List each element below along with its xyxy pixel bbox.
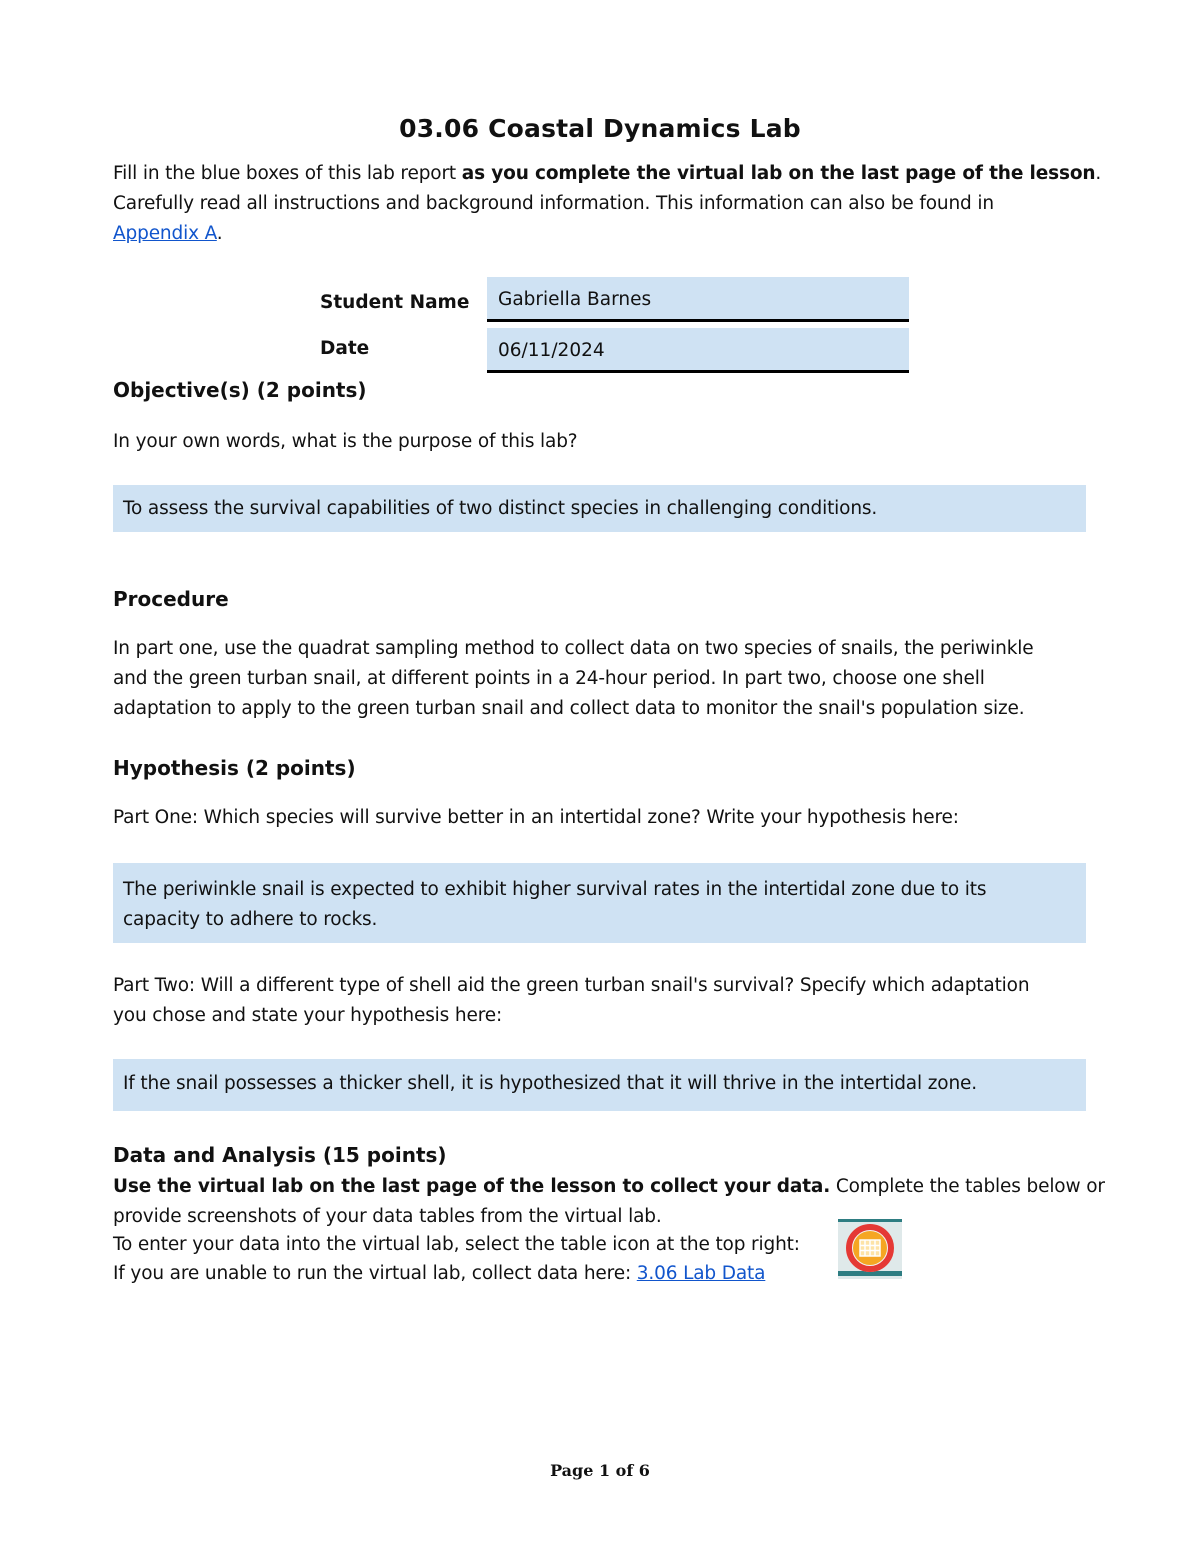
intro-line-1: Fill in the blue boxes of this lab report as you complete the virtual lab on the last page of the lesson.	[113, 163, 1102, 184]
data-analysis-line-4: If you are unable to run the virtual lab, collect data here: 3.06 Lab Data	[113, 1263, 766, 1284]
hypothesis-part-one-answer-line-2: capacity to adhere to rocks.	[123, 909, 378, 930]
objective-answer: To assess the survival capabilities of two distinct species in challenging conditions.	[123, 498, 878, 519]
hypothesis-part-two-answer: If the snail possesses a thicker shell, it is hypothesized that it will thrive in the intertidal zone.	[123, 1073, 977, 1094]
objective-heading: Objective(s) (2 points)	[113, 378, 367, 402]
data-analysis-emphasis: Use the virtual lab on the last page of the lesson to collect your data.	[113, 1176, 831, 1197]
hypothesis-part-two-answer-box[interactable]	[113, 1059, 1086, 1111]
hypothesis-part-one-answer-line-1: The periwinkle snail is expected to exhibit higher survival rates in the intertidal zone due to its	[123, 879, 987, 900]
procedure-line-2: and the green turban snail, at different points in a 24-hour period. In part two, choose one shell	[113, 668, 985, 689]
data-analysis-heading: Data and Analysis (15 points)	[113, 1143, 447, 1167]
table-icon-graphic	[838, 1219, 902, 1279]
student-name-field[interactable]: Gabriella Barnes	[487, 277, 909, 322]
data-analysis-line-1: Use the virtual lab on the last page of the lesson to collect your data. Complete the tables below or	[113, 1176, 1105, 1197]
date-field[interactable]: 06/11/2024	[487, 328, 909, 373]
hypothesis-part-one-answer-box[interactable]	[113, 863, 1086, 943]
procedure-line-1: In part one, use the quadrat sampling method to collect data on two species of snails, the periwinkle	[113, 638, 1034, 659]
intro-line-2: Carefully read all instructions and background information. This information can also be found in	[113, 193, 994, 214]
page-footer: Page 1 of 6	[550, 1461, 650, 1480]
table-icon	[838, 1219, 902, 1279]
hypothesis-part-one-question: Part One: Which species will survive better in an intertidal zone? Write your hypothesis here:	[113, 807, 959, 828]
procedure-line-3: adaptation to apply to the green turban snail and collect data to monitor the snail's population size.	[113, 698, 1025, 719]
appendix-a-link[interactable]: Appendix A	[113, 223, 217, 244]
lab-data-link[interactable]: 3.06 Lab Data	[636, 1263, 766, 1284]
objective-question: In your own words, what is the purpose of this lab?	[113, 431, 578, 452]
intro-line-3: Appendix A.	[113, 223, 223, 244]
page-title: 03.06 Coastal Dynamics Lab	[399, 114, 801, 143]
hypothesis-part-two-question-line-2: you chose and state your hypothesis here:	[113, 1005, 503, 1026]
procedure-heading: Procedure	[113, 587, 229, 611]
student-name-label: Student Name	[320, 292, 470, 313]
intro-emphasis: as you complete the virtual lab on the last page of the lesson	[461, 163, 1096, 184]
data-analysis-line-2: provide screenshots of your data tables from the virtual lab.	[113, 1206, 662, 1227]
data-analysis-line-3: To enter your data into the virtual lab, select the table icon at the top right:	[113, 1234, 800, 1255]
date-label: Date	[320, 338, 370, 359]
hypothesis-heading: Hypothesis (2 points)	[113, 756, 356, 780]
hypothesis-part-two-question-line-1: Part Two: Will a different type of shell aid the green turban snail's survival? Specify which adaptation	[113, 975, 1030, 996]
objective-answer-box[interactable]	[113, 485, 1086, 532]
